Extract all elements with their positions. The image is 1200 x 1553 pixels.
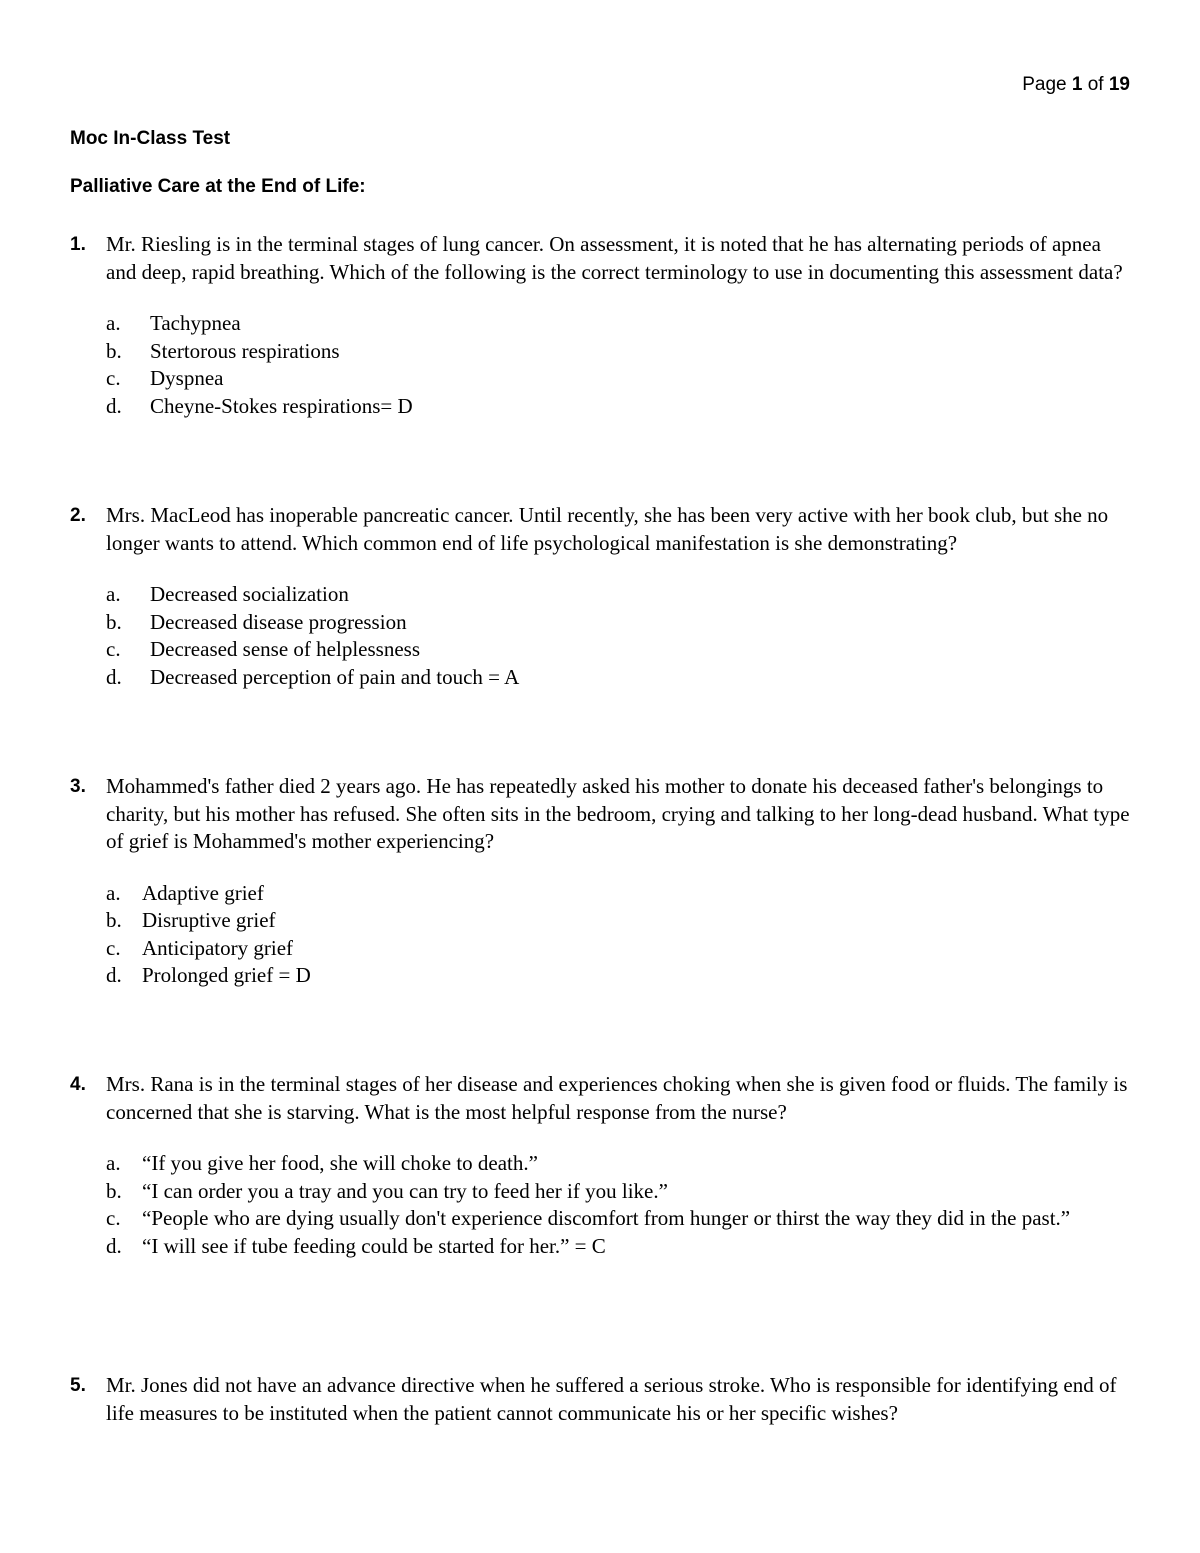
option-letter: a. (106, 311, 121, 335)
option-letter: b. (106, 338, 122, 363)
option-text: Disruptive grief (142, 908, 276, 932)
option-text: Cheyne-Stokes respirations= D (150, 393, 413, 418)
answer-options (106, 310, 1132, 420)
option-letter: b. (106, 908, 122, 932)
option-letter: c. (106, 637, 121, 661)
question-number: 4. (70, 1074, 86, 1095)
of-word: of (1087, 74, 1104, 95)
option-text: Dyspnea (150, 366, 224, 390)
option-letter: b. (106, 1178, 122, 1203)
option-a (106, 1150, 1132, 1178)
option-text: Adaptive grief (142, 880, 264, 905)
option-text: “People who are dying usually don't experience discomfort from hunger or thirst the way they did in the past.” (142, 1206, 1071, 1230)
question-1 (70, 231, 1132, 420)
page-total: 19 (1108, 74, 1130, 95)
question-text: Mrs. Rana is in the terminal stages of her disease and experiences choking when she is given food or fluids. The family is concerned that she is starving. What is the most helpful response from the nurse? (106, 1072, 1128, 1124)
page-number-header (1022, 74, 1130, 96)
option-text: “If you give her food, she will choke to death.” (142, 1151, 538, 1175)
option-text: Tachypnea (150, 311, 241, 335)
option-a (106, 310, 1132, 338)
option-letter: a. (106, 582, 121, 606)
option-c (106, 636, 1132, 664)
option-letter: d. (106, 664, 122, 689)
option-c (106, 365, 1132, 393)
option-c (106, 935, 1132, 963)
option-letter: c. (106, 935, 121, 960)
option-text: Stertorous respirations (150, 338, 340, 363)
question-text: Mohammed's father died 2 years ago. He has repeatedly asked his mother to donate his deceased father's belongings to charity, but his mother has refused. She often sits in the bedroom, crying and talking to her long-dead husband. What type of grief is Mohammed's mother experiencing? (106, 774, 1130, 853)
question-2 (70, 502, 1132, 691)
option-letter: d. (106, 393, 122, 418)
question-text: Mrs. MacLeod has inoperable pancreatic cancer. Until recently, she has been very active with her book club, but she no longer wants to attend. Which common end of life psychological manifestation is she demonstrating? (106, 503, 1109, 555)
option-text: Anticipatory grief (142, 935, 294, 960)
answer-options (106, 880, 1132, 990)
option-a (106, 581, 1132, 609)
option-b (106, 338, 1132, 366)
page-current: 1 (1071, 74, 1083, 95)
option-text: Decreased perception of pain and touch = A (150, 664, 520, 689)
answer-options (106, 581, 1132, 691)
option-d (106, 664, 1132, 692)
question-3 (70, 773, 1132, 990)
section-heading: Palliative Care at the End of Life: (70, 176, 366, 197)
option-text: “I will see if tube feeding could be started for her.” = C (142, 1233, 606, 1258)
question-number: 5. (70, 1375, 86, 1396)
option-text: “I can order you a tray and you can try to feed her if you like.” (142, 1178, 668, 1203)
option-b (106, 1178, 1132, 1206)
option-text: Decreased sense of helplessness (150, 637, 420, 661)
option-text: Decreased socialization (150, 582, 349, 606)
answer-options (106, 1150, 1132, 1260)
option-letter: c. (106, 366, 121, 390)
option-letter: c. (106, 1206, 121, 1230)
question-4 (70, 1071, 1132, 1260)
question-number: 1. (70, 234, 86, 255)
question-text: Mr. Jones did not have an advance directive when he suffered a serious stroke. Who is responsible for identifying end of life measures to be instituted when the patient cannot communicate his or her specific wishes? (106, 1373, 1117, 1425)
option-letter: d. (106, 963, 122, 987)
page-word: Page (1022, 74, 1067, 95)
option-a (106, 880, 1132, 908)
option-d (106, 1233, 1132, 1261)
question-text: Mr. Riesling is in the terminal stages of lung cancer. On assessment, it is noted that he has alternating periods of apnea and deep, rapid breathing. Which of the following is the correct terminology to use in documenting this assessment data? (106, 232, 1123, 284)
option-d (106, 393, 1132, 421)
option-letter: d. (106, 1233, 122, 1258)
option-letter: a. (106, 1151, 121, 1175)
question-5 (70, 1372, 1132, 1427)
option-text: Prolonged grief = D (142, 963, 311, 987)
document-title: Moc In-Class Test (70, 128, 231, 149)
option-b (106, 609, 1132, 637)
question-number: 3. (70, 776, 86, 797)
option-c (106, 1205, 1132, 1233)
question-number: 2. (70, 505, 86, 526)
option-d (106, 962, 1132, 990)
option-letter: b. (106, 609, 122, 634)
option-text: Decreased disease progression (150, 609, 407, 634)
option-letter: a. (106, 880, 121, 905)
option-b (106, 907, 1132, 935)
